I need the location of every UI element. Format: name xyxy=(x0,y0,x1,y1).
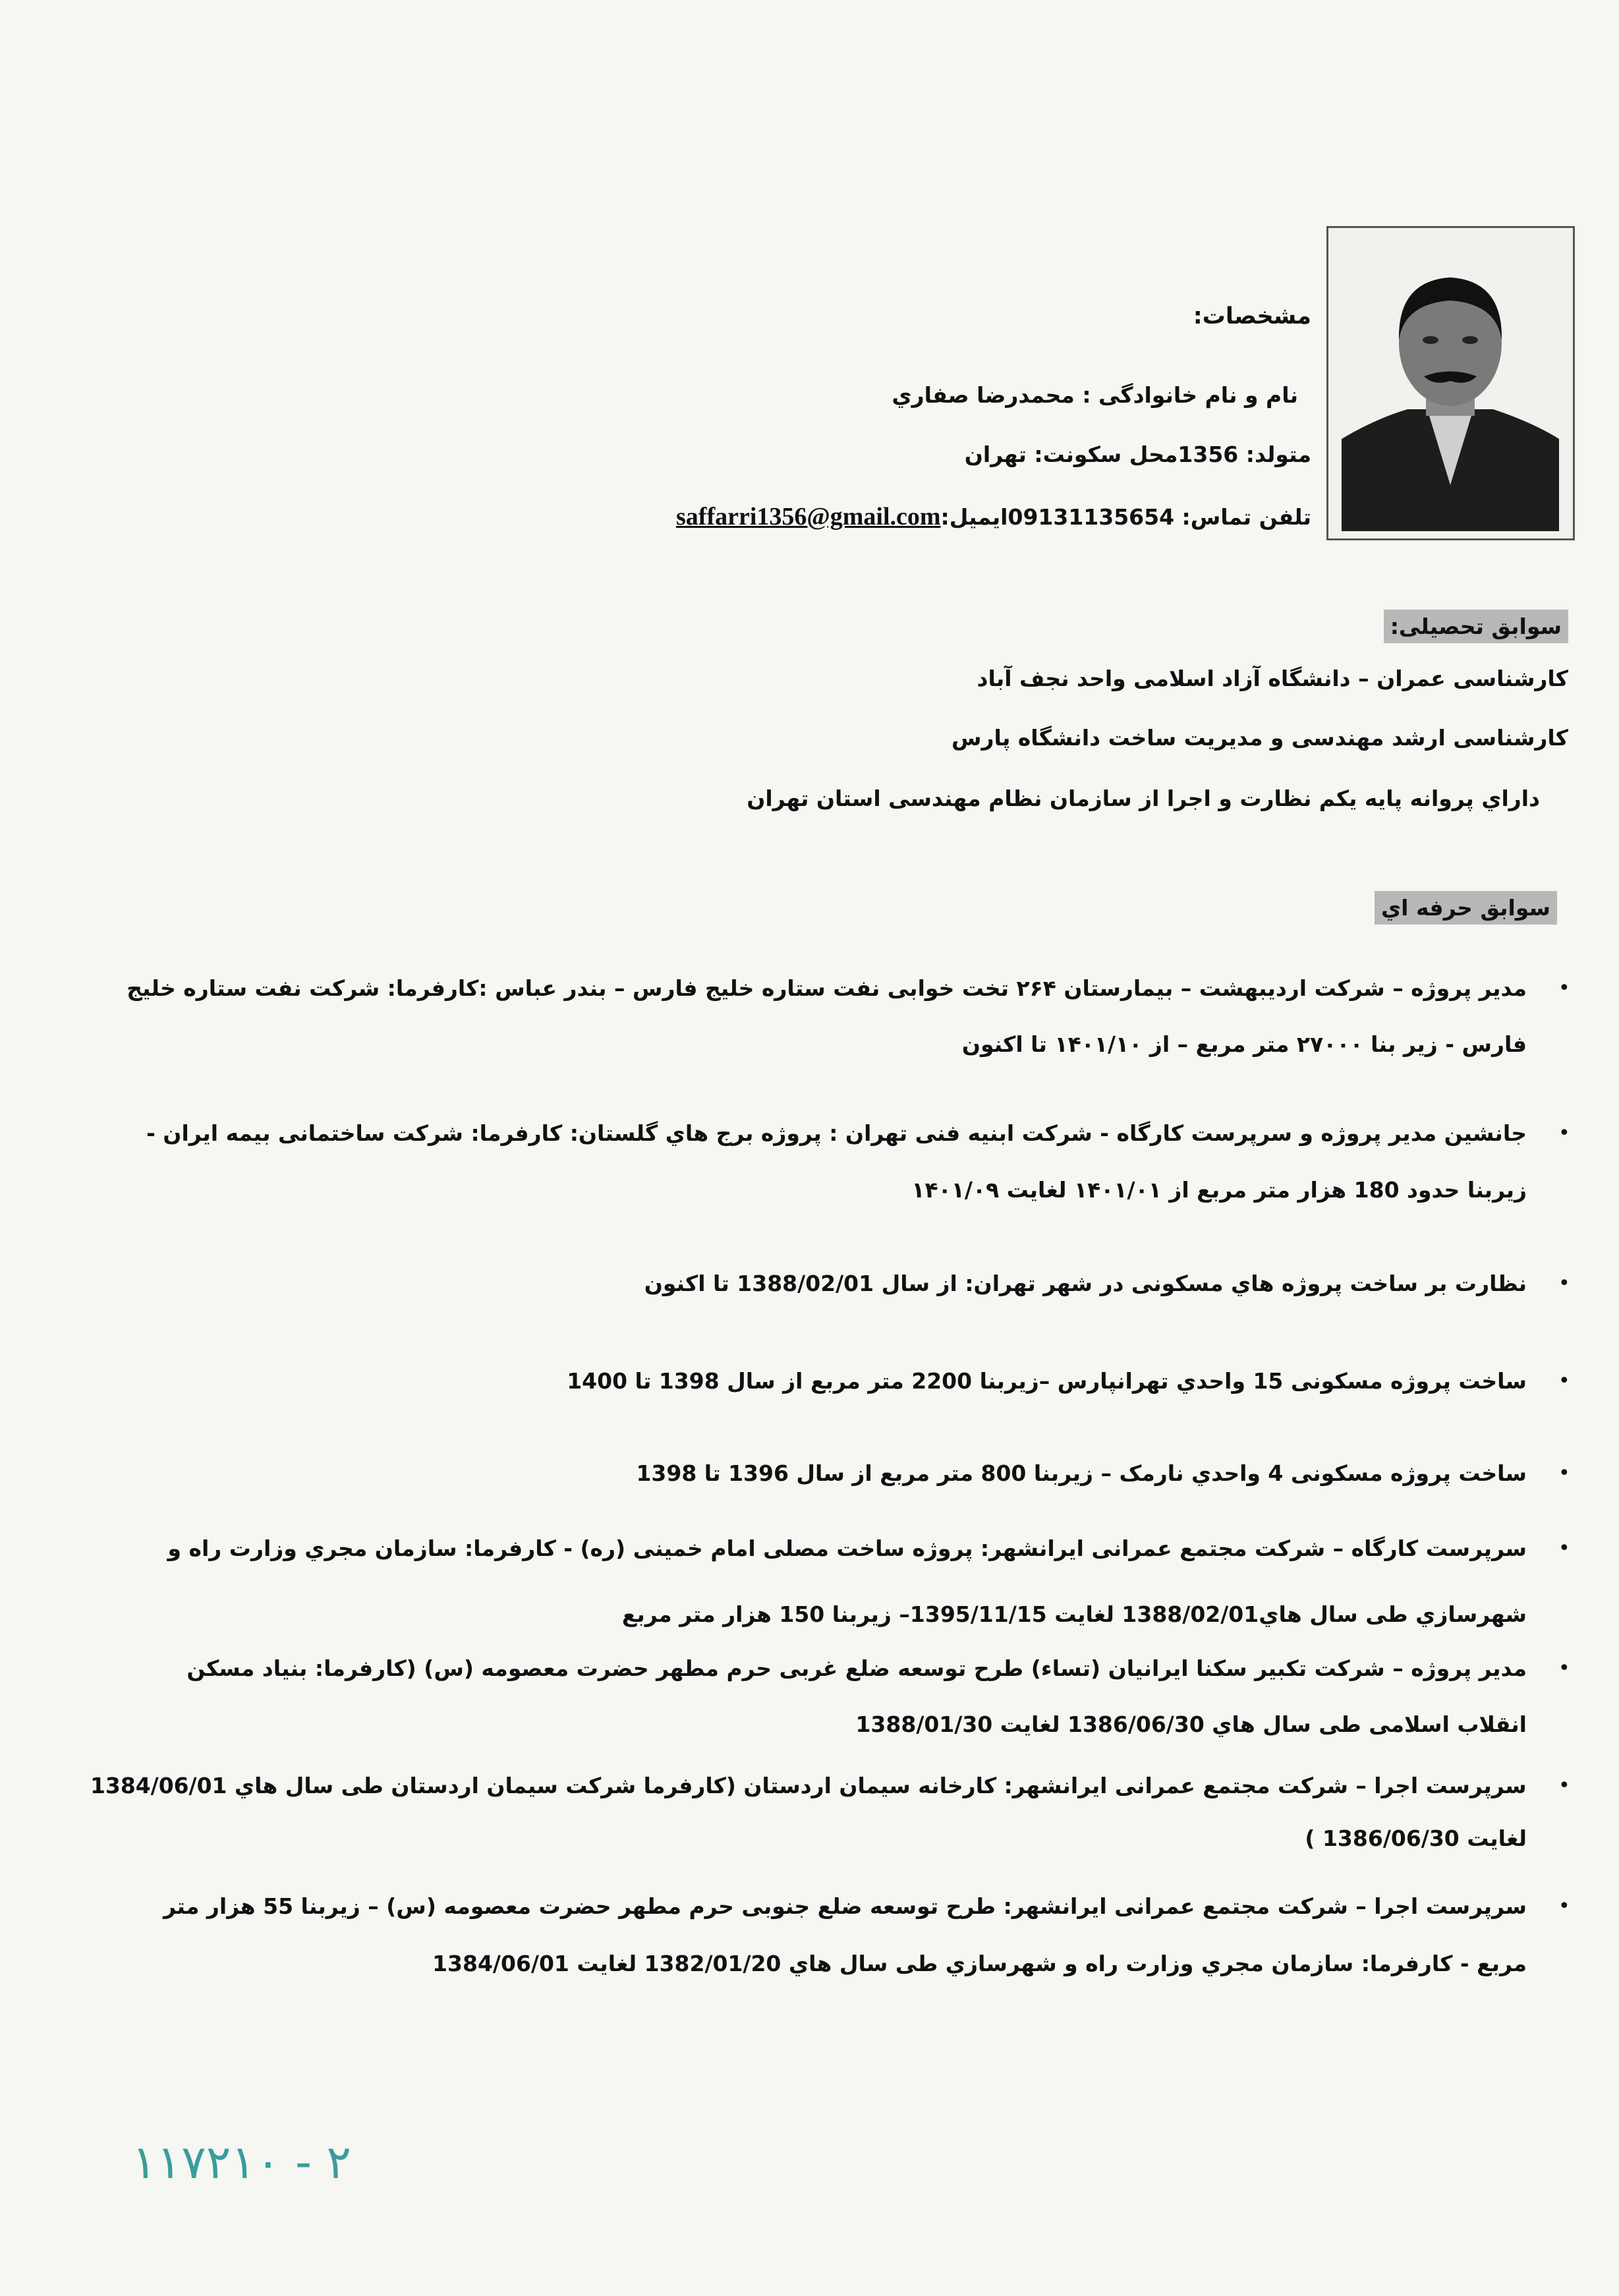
experience-item-line: مدیر پروژه – شرکت تکبیر سکنا ایرانیان (تساء) طرح توسعه ضلع غربی حرم مطهر حضرت معصومه (س) (کارفرما: بنیاد مسکن xyxy=(186,1655,1527,1681)
handwritten-note: ۱۱۷۲۱۰ - ۲ xyxy=(132,2135,351,2189)
bullet-icon: • xyxy=(1558,1122,1570,1145)
experience-heading: سوابق حرفه اي xyxy=(1375,891,1557,925)
personal-heading: مشخصات: xyxy=(1193,303,1311,330)
experience-item-line: سرپرست اجرا – شرکت مجتمع عمرانی ایرانشهر: طرح توسعه ضلع جنوبی حرم مطهر حضرت معصومه (س) – زیربنا 55 هزار متر xyxy=(163,1893,1527,1919)
experience-item-line: سرپرست کارگاه – شرکت مجتمع عمرانی ایرانشهر: پروژه ساخت مصلی امام خمینی (ره) - کارفرما: سازمان مجري وزارت راه و xyxy=(167,1535,1527,1561)
experience-item-line: فارس - زیر بنا ۲۷۰۰۰ متر مربع – از ۱۴۰۱/۱۰ تا اکنون xyxy=(961,1031,1527,1057)
experience-item-line: مربع - کارفرما: سازمان مجري وزارت راه و شهرسازي طی سال هاي 1382/01/20 لغایت 1384/06/01 xyxy=(432,1951,1527,1976)
birth-residence: متولد: 1356محل سکونت: تهران xyxy=(964,442,1311,467)
experience-item-line: مدیر پروژه – شرکت اردیبهشت – بیمارستان ۲۶۴ تخت خوابی نفت ستاره خلیج فارس – بندر عباس :کارفرما: شرکت نفت ستاره خلیج xyxy=(127,975,1527,1001)
experience-item-line: جانشین مدیر پروژه و سرپرست کارگاه - شرکت ابنیه فنی تهران : پروژه برج هاي گلستان: کارفرما: شرکت ساختمانی بیمه ایران - xyxy=(146,1120,1527,1146)
profile-photo xyxy=(1326,226,1575,540)
phone-label: تلفن تماس: 09131135654ایمیل: xyxy=(940,504,1311,530)
experience-item-line: انقلاب اسلامی طی سال هاي 1386/06/30 لغایت 1388/01/30 xyxy=(855,1711,1527,1737)
experience-item-line: سرپرست اجرا – شرکت مجتمع عمرانی ایرانشهر: کارخانه سیمان اردستان (کارفرما شرکت سیمان اردستان طی سال هاي 1384/06/01 xyxy=(90,1773,1527,1798)
email-link[interactable]: saffarri1356@gmail.com xyxy=(676,503,941,531)
education-heading: سوابق تحصیلی: xyxy=(1384,610,1568,643)
education-line: کارشناسی عمران – دانشگاه آزاد اسلامی واحد نجف آباد xyxy=(977,666,1568,691)
bullet-icon: • xyxy=(1558,1774,1570,1797)
bullet-icon: • xyxy=(1558,977,1570,1000)
experience-item-line: ساخت پروژه مسکونی 4 واحدي نارمک – زیربنا 800 متر مربع از سال 1396 تا 1398 xyxy=(636,1460,1527,1486)
experience-item-line: لغایت 1386/06/30 ) xyxy=(1305,1825,1527,1851)
bullet-icon: • xyxy=(1558,1657,1570,1680)
bullet-icon: • xyxy=(1558,1369,1570,1392)
experience-item-line: ساخت پروژه مسکونی 15 واحدي تهرانپارس –زیربنا 2200 متر مربع از سال 1398 تا 1400 xyxy=(567,1368,1527,1394)
bullet-icon: • xyxy=(1558,1537,1570,1560)
bullet-icon: • xyxy=(1558,1272,1570,1295)
bullet-icon: • xyxy=(1558,1462,1570,1485)
education-line: کارشناسی ارشد مهندسی و مدیریت ساخت دانشگاه پارس xyxy=(952,725,1568,751)
education-line: داراي پروانه پایه یکم نظارت و اجرا از سازمان نظام مهندسی استان تهران xyxy=(747,786,1540,811)
experience-item-line: نظارت بر ساخت پروژه هاي مسکونی در شهر تهران: از سال 1388/02/01 تا اکنون xyxy=(644,1271,1527,1296)
experience-item-line: شهرسازي طی سال هاي1388/02/01 لغایت 1395/11/15– زیربنا 150 هزار متر مربع xyxy=(621,1601,1527,1627)
person-photo-icon xyxy=(1335,268,1566,531)
bullet-icon: • xyxy=(1558,1895,1570,1918)
full-name: نام و نام خانوادگی : محمدرضا صفاري xyxy=(892,382,1298,408)
experience-item-line: زیربنا حدود 180 هزار متر مربع از ۱۴۰۱/۰۱ لغایت ۱۴۰۱/۰۹ xyxy=(911,1177,1527,1203)
